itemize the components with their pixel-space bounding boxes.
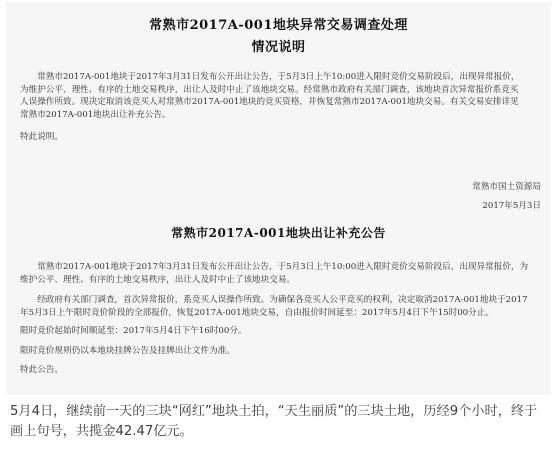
notice1-date: 2017年5月3日 [482, 201, 541, 211]
notice1-body: 常熟市2017A-001地块于2017年3月31日发布公开出让公告，于5月3日上午10:00进入限时竞价交易阶段后，出现异常报价，为维护公平、理性、有序的土地交易秩序，出让人及时中止了该地块交易。经常熟市政府有关部门调查，该地块首次异常报价系竞买人误操作所致。现决定取消该竞买人对常熟市2017A-001地块的竞买资格，并恢复常熟市2017A-001地块交易。有关交易安排详见常熟市2017A-001地块出让补充公告。 [20, 72, 520, 120]
document-image [6, 2, 551, 395]
notice2-closing: 特此公告。 [20, 365, 63, 375]
notice1-org: 常熟市国土资源局 [472, 182, 541, 192]
notice1-title: 常熟市2017A-001地块异常交易调查处理 [149, 18, 408, 33]
notice2-para2: 经政府有关部门调查，首次异常报价，系竞买人误操作所致。为确保各竞买人公平竞买的权利，决定取消2017A-001地块于2017年5月3日上午限时竞价阶段的全部报价，恢复2017A-001地块交易，自由报价时间延至：2017年5月4日下午15时00分止。 [20, 295, 528, 318]
article-caption: 5月4日，继续前一天的三块“网红”地块土拍，“天生丽质”的三块土地，历经9个小时，终于画上句号，共揽金42.47亿元。 [10, 404, 538, 439]
notice2-title: 常熟市2017A-001地块出让补充公告 [171, 226, 386, 240]
notice1-subtitle: 情况说明 [251, 40, 306, 55]
notice2-para3: 限时竞价起始时间顺延至：2017年5月4日下午16时00分。 [20, 326, 247, 336]
notice2-para1: 常熟市2017A-001地块于2017年3月31日发布公开出让公告，于5月3日上午10:00进入限时竞价交易阶段后，出现异常报价，为维护公平、理性、有序的土地交易秩序，出让人及时中止了该地块交易。 [20, 262, 529, 285]
notice1-closing: 特此说明。 [20, 132, 63, 142]
notice2-para4: 限时竞价规则仍以本地块挂牌公告及挂牌出让文件为准。 [20, 346, 235, 356]
